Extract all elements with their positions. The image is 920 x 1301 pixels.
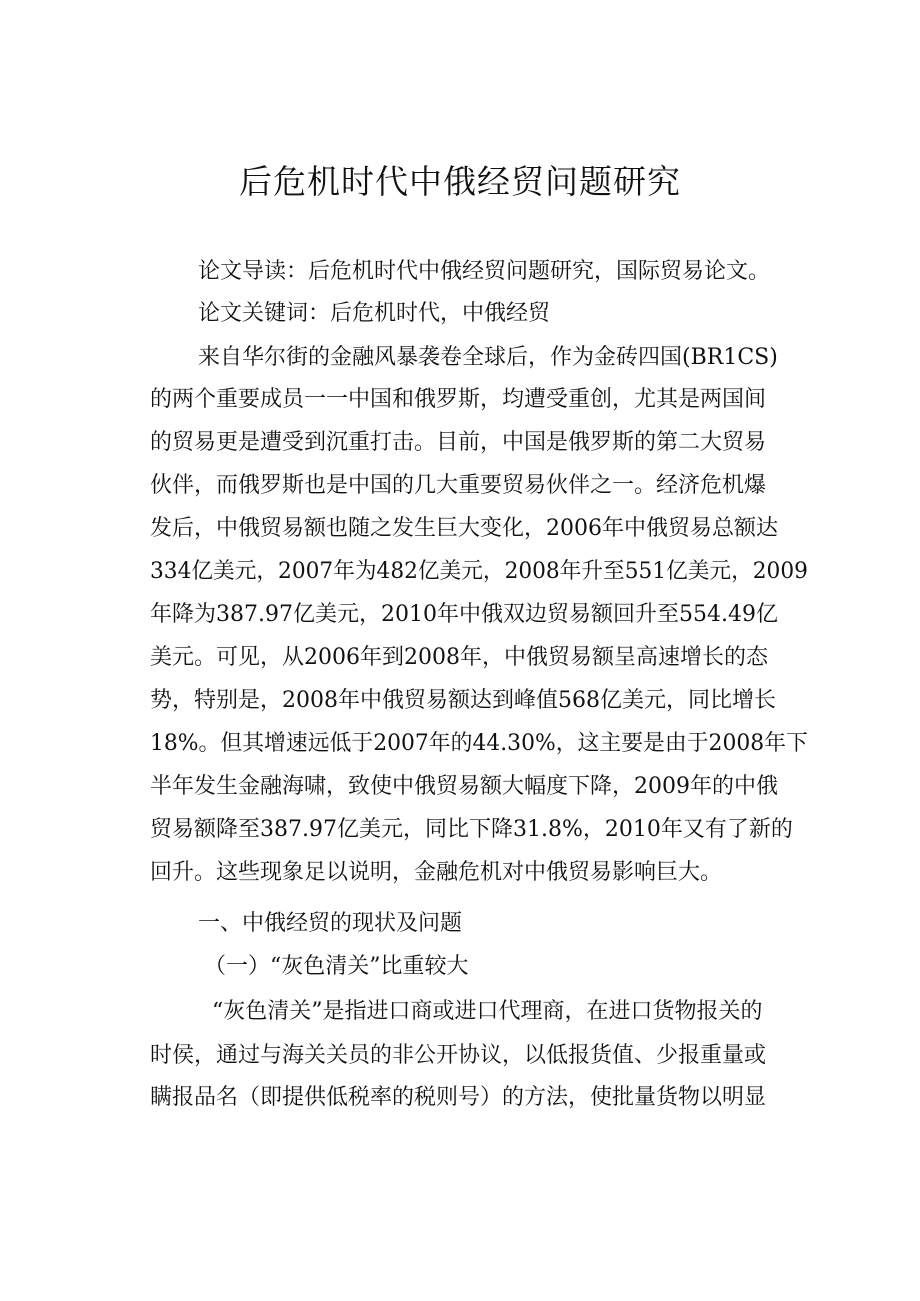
section-heading: 一、中俄经贸的现状及问题 bbox=[198, 911, 463, 936]
document-title: 后危机时代中俄经贸问题研究 bbox=[239, 162, 681, 201]
paragraph-line: 时侯，通过与海关关员的非公开协议，以低报货值、少报重量或 bbox=[150, 1043, 767, 1068]
subsection-heading: （一）“灰色清关”比重较大 bbox=[204, 954, 469, 979]
paragraph-line: 半年发生金融海啸，致使中俄贸易额大幅度下降，2009年的中俄 bbox=[150, 774, 778, 799]
keywords-line: 论文关键词：后危机时代，中俄经贸 bbox=[198, 301, 551, 326]
paragraph-line: 发后，中俄贸易额也随之发生巨大变化，2006年中俄贸易总额达 bbox=[150, 516, 778, 541]
paragraph-line: 年降为387.97亿美元，2010年中俄双边贸易额回升至554.49亿 bbox=[150, 602, 778, 627]
paragraph-line: 18%。但其增速远低于2007年的44.30%，这主要是由于2008年下 bbox=[150, 731, 808, 756]
paragraph-line: 瞒报品名（即提供低税率的税则号）的方法，使批量货物以明显 bbox=[150, 1085, 767, 1110]
paragraph-line: 势，特别是，2008年中俄贸易额达到峰值568亿美元，同比增长 bbox=[150, 688, 776, 713]
paragraph-line: 贸易额降至387.97亿美元，同比下降31.8%，2010年又有了新的 bbox=[150, 817, 793, 842]
paragraph-line: 的两个重要成员一一中国和俄罗斯，均遭受重创，尤其是两国间 bbox=[150, 387, 767, 412]
paragraph-line: 来自华尔街的金融风暴袭卷全球后，作为金砖四国(BR1CS) bbox=[198, 345, 778, 370]
paragraph-line: 的贸易更是遭受到沉重打击。目前，中国是俄罗斯的第二大贸易 bbox=[150, 430, 767, 455]
paragraph-line: “灰色清关”是指进口商或进口代理商，在进口货物报关的 bbox=[212, 999, 763, 1024]
paragraph-line: 334亿美元，2007年为482亿美元，2008年升至551亿美元，2009 bbox=[150, 559, 808, 584]
paragraph-line: 伙伴，而俄罗斯也是中国的几大重要贸易伙伴之一。经济危机爆 bbox=[150, 473, 767, 498]
paragraph-line: 美元。可见，从2006年到2008年，中俄贸易额呈高速增长的态 bbox=[150, 645, 768, 670]
intro-line: 论文导读：后危机时代中俄经贸问题研究，国际贸易论文。 bbox=[198, 259, 771, 284]
paragraph-line: 回升。这些现象足以说明，金融危机对中俄贸易影响巨大。 bbox=[150, 860, 723, 885]
